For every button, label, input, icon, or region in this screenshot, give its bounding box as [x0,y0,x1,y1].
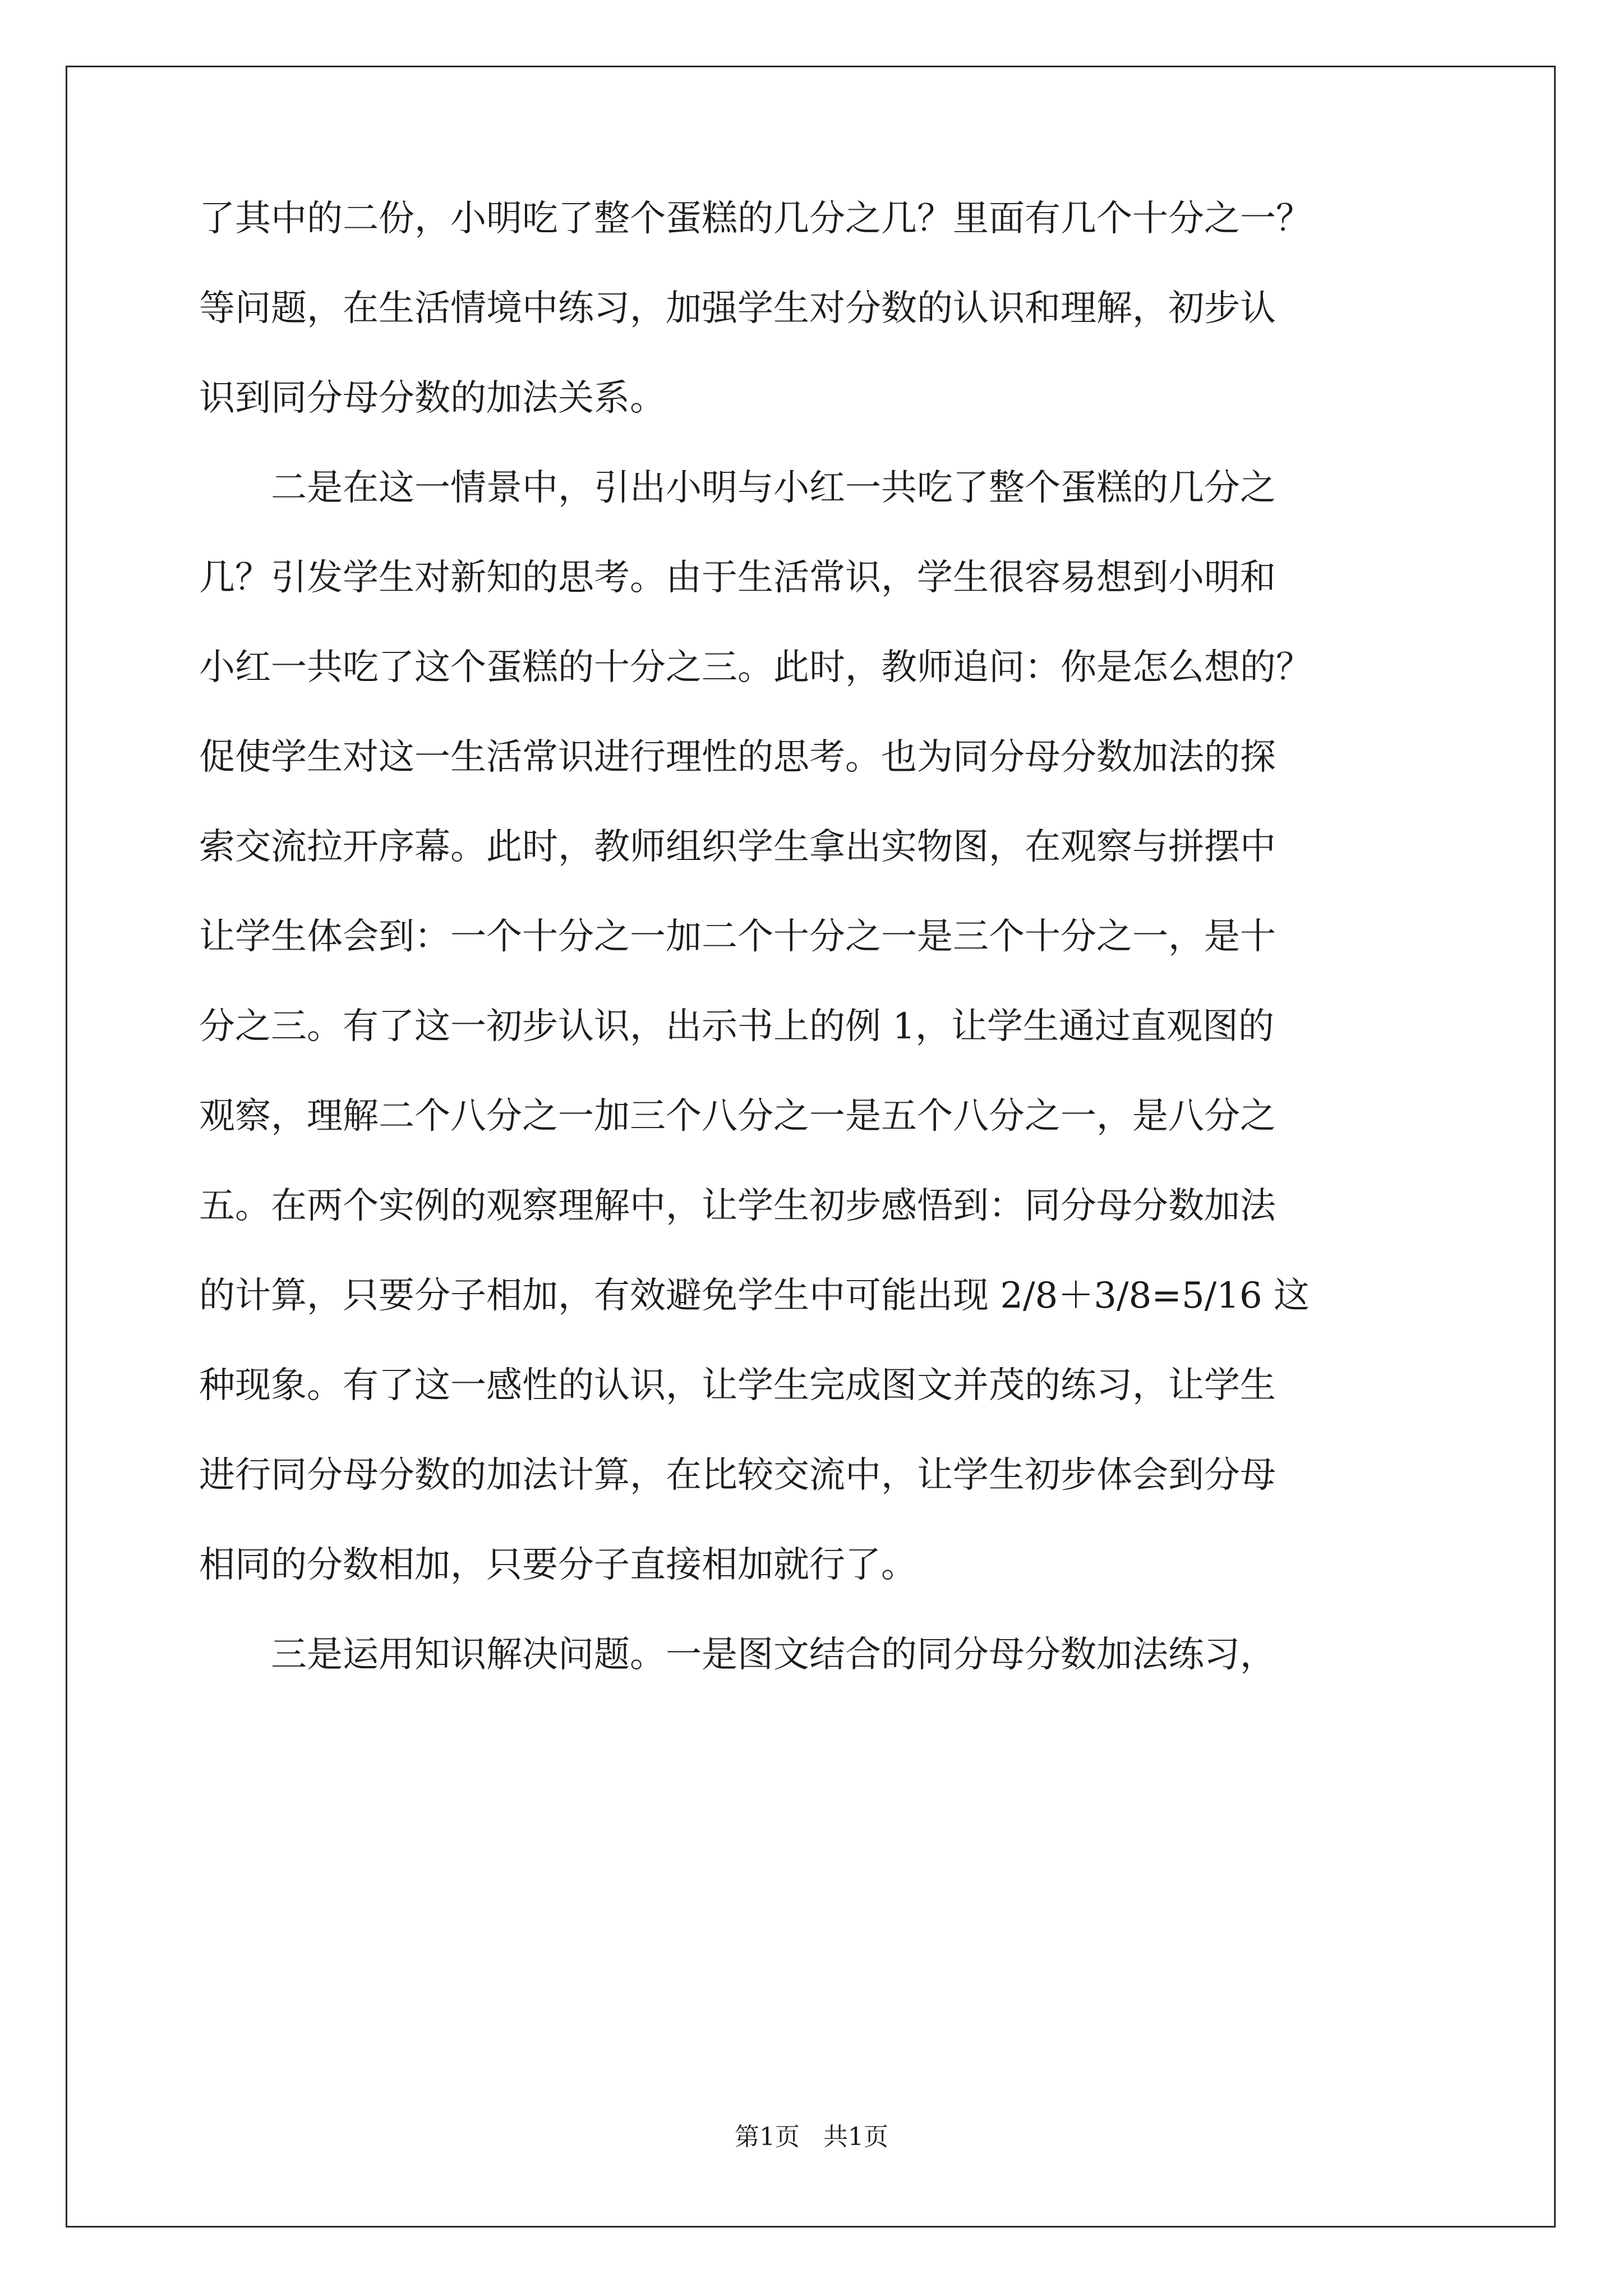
text-line: 三是运用知识解决问题。一是图文结合的同分母分数加法练习， [199,1634,1276,1676]
text-line: 进行同分母分数的加法计算，在比较交流中，让学生初步体会到分母 [199,1455,1276,1496]
text-line: 几？引发学生对新知的思考。由于生活常识，学生很容易想到小明和 [199,557,1276,599]
text-line: 小红一共吃了这个蛋糕的十分之三。此时，教师追问：你是怎么想的？ [199,647,1312,688]
text-line: 促使学生对这一生活常识进行理性的思考。也为同分母分数加法的探 [199,737,1276,778]
text-line: 相同的分数相加，只要分子直接相加就行了。 [199,1544,917,1586]
text-line: 了其中的二份，小明吃了整个蛋糕的几分之几？里面有几个十分之一？ [199,198,1312,240]
text-line: 等问题，在生活情境中练习，加强学生对分数的认识和理解，初步认 [199,288,1276,329]
text-line: 让学生体会到：一个十分之一加二个十分之一是三个十分之一，是十 [199,916,1276,958]
text-line: 识到同分母分数的加法关系。 [199,378,666,419]
text-line: 种现象。有了这一感性的认识，让学生完成图文并茂的练习，让学生 [199,1365,1276,1406]
page-footer: 第1页 共1页 [735,2123,888,2151]
text-line: 观察，理解二个八分之一加三个八分之一是五个八分之一，是八分之 [199,1096,1276,1137]
text-line: 分之三。有了这一初步认识，出示书上的例 1，让学生通过直观图的 [199,1006,1275,1047]
text-line: 索交流拉开序幕。此时，教师组织学生拿出实物图，在观察与拼摆中 [199,826,1276,868]
text-line: 的计算，只要分子相加，有效避免学生中可能出现 2/8＋3/8=5/16 这 [199,1275,1310,1317]
text-line: 二是在这一情景中，引出小明与小红一共吃了整个蛋糕的几分之 [199,467,1276,509]
text-line: 五。在两个实例的观察理解中，让学生初步感悟到：同分母分数加法 [199,1185,1276,1227]
